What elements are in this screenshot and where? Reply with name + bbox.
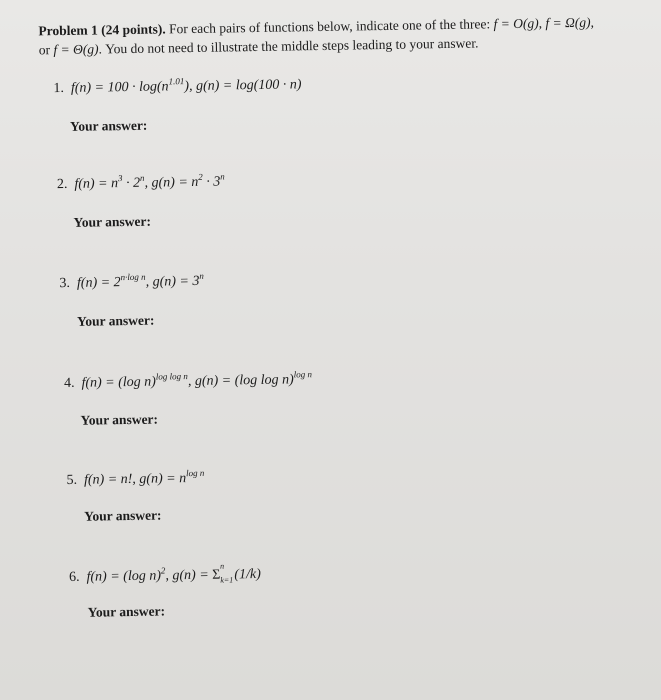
option-big-o: f = O(g): [493, 15, 539, 32]
line2-rest: . You do not need to illustrate the middle steps leading to your answer.: [98, 35, 479, 57]
exponent: log log n: [155, 371, 188, 382]
sum-upper-bound: n: [220, 561, 225, 571]
answer-label-2: Your answer:: [73, 213, 151, 230]
item-function-g: , g(n) = 3: [145, 273, 200, 290]
exponent: 2: [160, 565, 166, 576]
option-big-omega: f = Ω(g): [545, 14, 591, 31]
item-term: · 3: [202, 174, 221, 190]
item-number: 5.: [66, 472, 78, 489]
answer-label-6: Your answer:: [87, 603, 166, 620]
answer-label-1: Your answer:: [69, 117, 148, 134]
item-number: 6.: [68, 569, 80, 585]
answer-label-3: Your answer:: [76, 312, 155, 329]
line2-prefix: or: [38, 42, 54, 58]
item-number: 4.: [63, 375, 75, 392]
item-function-f: f(n) = n: [74, 176, 119, 192]
problem-title: Problem 1 (24 points).: [38, 21, 166, 39]
answer-label-4: Your answer:: [80, 411, 159, 428]
option-big-theta: f = Θ(g): [53, 41, 99, 58]
problem-statement: Problem 1 (24 points). For each pairs of functions below, indicate one of the three: f = O(g), f = Ω(g), or f = Θ(g). You do not need to illustrate the middle steps leading to your answer.: [38, 14, 595, 58]
item-number: 1.: [53, 81, 65, 97]
item-term: · 2: [122, 175, 141, 192]
exponent: 2: [198, 171, 203, 182]
problem-item-4: [63, 369, 313, 392]
answer-label-5: Your answer:: [84, 507, 162, 524]
item-number: 3.: [59, 275, 71, 292]
problem-item-5: [66, 467, 205, 489]
item-function-g: , g(n) =: [165, 567, 213, 584]
problem-item-1: [53, 77, 301, 97]
exponent: n: [220, 171, 225, 182]
sum-body: (1/k): [234, 566, 261, 583]
exponent: 3: [117, 173, 123, 184]
problem-item-2: [56, 171, 225, 193]
problem-intro: For each pairs of functions below, indicate one of the three:: [165, 16, 494, 37]
problem-item-3: [59, 270, 204, 292]
exponent: n: [199, 270, 204, 281]
item-number: 2.: [56, 176, 68, 193]
item-function-f: f(n) = 100 · log(n: [70, 79, 169, 96]
item-function-g: , g(n) = (log log n): [187, 372, 294, 390]
item-function-g: ), g(n) = log(100 · n): [184, 77, 302, 95]
item-function-f: f(n) = (log n): [86, 568, 162, 585]
sum-lower-bound: k=1: [220, 575, 234, 585]
exponent: log n: [185, 467, 205, 479]
summation: Σ n k=1: [212, 561, 234, 585]
exponent: 1.01: [168, 76, 185, 87]
item-function-f: f(n) = 2: [76, 275, 121, 291]
exponent: n: [139, 172, 145, 183]
item-function-f: f(n) = (log n): [81, 374, 157, 391]
item-function-g: , g(n) = n: [144, 174, 199, 191]
exponent: n·log n: [120, 271, 146, 283]
item-function-f: f(n) = n!, g(n) = n: [83, 471, 187, 488]
problem-item-6: [68, 561, 261, 586]
exponent: log n: [293, 369, 313, 380]
